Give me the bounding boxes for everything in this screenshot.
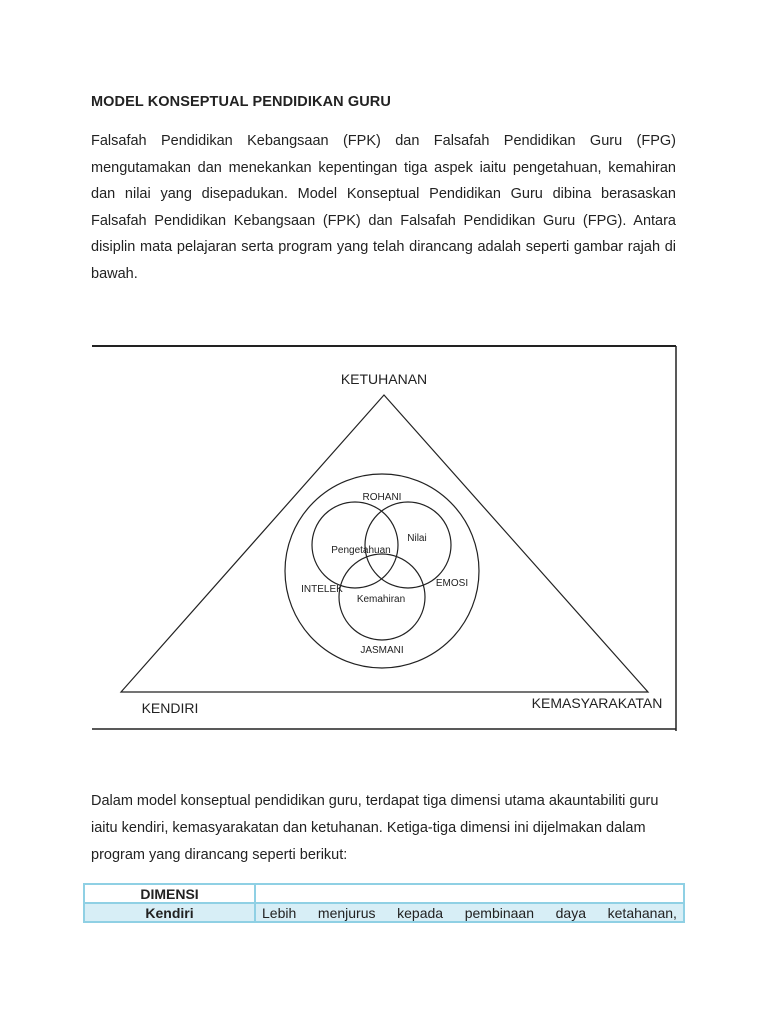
desc-word: pembinaan [464,904,534,921]
document-title: MODEL KONSEPTUAL PENDIDIKAN GURU [91,94,391,110]
label-intelek: INTELEK [301,584,343,595]
conceptual-model-diagram [90,343,680,735]
table-header-empty [255,884,684,903]
label-nilai: Nilai [407,533,427,544]
intro-paragraph: Falsafah Pendidikan Kebangsaan (FPK) dan Falsafah Pendidikan Guru (FPG) mengutamakan dan menekankan kepentingan tiga aspek iaitu pengetahuan, kemahiran dan nilai yang disepadukan. Model Konseptual Pendidikan Guru dibina berasaskan Falsafah Pendidikan Kebangsaan (FPK) dan Falsafah Pendidikan Guru (FPG). Antara disiplin mata pelajaran serta program yang telah dirancang adalah seperti gambar rajah di bawah. [91,133,676,282]
desc-word: daya [555,904,586,921]
label-jasmani: JASMANI [360,645,404,656]
label-emosi: EMOSI [435,578,469,589]
dimension-table [83,883,685,923]
label-kemasyarakatan: KEMASYARAKATAN [531,695,663,711]
table-header-dimensi: DIMENSI [84,884,255,903]
label-rohani: ROHANI [362,492,402,503]
label-pengetahuan: Pengetahuan [331,545,391,556]
desc-word: Lebih [262,904,297,921]
outer-circle [285,474,479,668]
desc-word: kepada [397,904,444,921]
desc-word: menjurus [317,904,376,921]
table-cell-kendiri: Kendiri [84,903,255,922]
table-header-row [84,884,684,903]
dimension-paragraph: Dalam model konseptual pendidikan guru, terdapat tiga dimensi utama akauntabiliti guru iaitu kendiri, kemasyarakatan dan ketuhanan. Ketiga-tiga dimensi ini dijelmakan dalam program yang dirancang seperti berikut: [91,793,659,863]
kendiri-desc-line [262,905,677,921]
desc-word: ketahanan, [607,904,677,921]
label-kendiri: KENDIRI [141,700,199,716]
label-ketuhanan: KETUHANAN [340,371,428,387]
table-row [84,903,684,922]
label-kemahiran: Kemahiran [356,594,406,605]
table-cell-kendiri-desc [255,903,684,922]
